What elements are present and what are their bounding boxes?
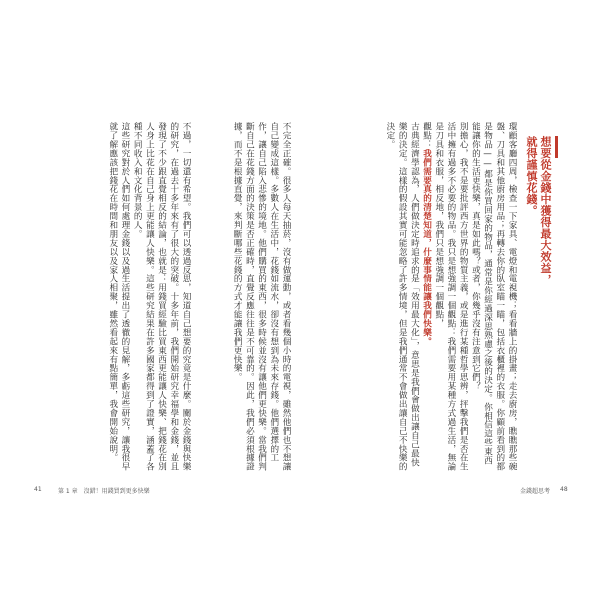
right-page-number: 48 [560, 486, 568, 493]
right-paragraph-4: 古典經濟學認為，人們做決定時追求的是「效用最大化」，意思是我們會做出讓自己最快樂的決定。這樣的假設其實可能忽略了許多情境，但是我們通常不會做出讓自己不快樂的決定。 [384, 122, 420, 472]
pull-quote-accent-bar [555, 136, 558, 158]
right-running-title: 金錢超思考 [520, 488, 551, 495]
left-paragraph-2: 不過，一切還有希望。我們可以透過反思，知道自己想要的究竟是什麼。關於金錢與快樂的研究，在過去十多年來有了很大的突破。十多年前，我們開始研究幸福學和金錢，並且發現了不少跟直覺相反的結論，也就是：用錢買經驗比買東西更能讓人快樂、把錢花在別人身上比花在自己身上更能讓人快樂。這些研究結果在許多國家都得到了證實，涵蓋了各種不同收入和文化背景的人。 [132, 122, 191, 472]
left-paragraph-1: 不完全正確。很多人每天抽菸，沒有做運動，或者看幾個小時的電視，雖然他們也不想讓自己變成這樣。多數人在生活中，花錢如流水，卻沒有想到為未來存錢。他們選擇的工作，讓自己陷入悲慘的境地。他們購買的東西，很多時候並沒有讓他們更快樂。當我們判斷自己在花錢方面的決策是否正確時，直覺反應往往是不可靠的。因此，我們必須根據證據，而不是根據直覺，來判斷哪些花錢的方式才能讓我們更快樂。 [232, 122, 291, 472]
pull-quote-line-2: 就得謹慎花錢。 [525, 136, 538, 217]
pull-quote-text [524, 136, 552, 336]
pull-quote [524, 136, 558, 336]
left-page-column-2 [74, 122, 192, 472]
left-page [54, 122, 294, 502]
pull-quote-line-1: 想要從金錢中獲得最大效益， [539, 136, 552, 286]
left-paragraph-3: 這些研究對於人們如何處理金錢以及過生活提出了透徹的見解，多虧這些研究，讓我很早就了解應該把錢花在時間和朋友以及家人相聚，雖然看起來有點簡單，我會開始說明。 [107, 122, 130, 472]
left-page-number: 41 [34, 486, 42, 493]
right-page [306, 122, 558, 502]
highlighted-sentence: 我們需要真的清楚知道，什麼事情能讓我們快樂。 [421, 148, 432, 346]
right-paragraph-1: 環顧客廳四周，檢查一下家具、電燈和電視機；看看牆上的掛畫；走去廚房，瞧瞧那些碗盤、刀具和其他廚房用品；再轉去你的臥室瞄一瞄，包括衣櫃裡的衣服。你顧前看到的都是物品——都是你買回家的物品，通常是你經過深思熟慮之後的決定。你相信這些東西能讓你的生活更快樂，真是如此嗎？或者，你幾乎沒有注意到它們？ [470, 122, 517, 472]
right-paragraph-3 [420, 122, 432, 472]
right-paragraph-2: 別擔心，我不是要批評西方世界的物質主義，或是進行某種哲學思辨，抨擊我們是否在生活中擁有過多不必要的物品。我只是想強調一個觀點：我們需要用某種方式過生活，無論是刀具和衣服，相反地，我們只是想強調一個觀點， [433, 122, 469, 472]
right-page-column [330, 122, 518, 472]
left-page-column-1 [210, 122, 292, 472]
left-running-title: 第 1 章 沒錯！用錢買到更多快樂 [58, 488, 150, 495]
right-paragraph-3-prefix: 觀點： [421, 122, 432, 149]
